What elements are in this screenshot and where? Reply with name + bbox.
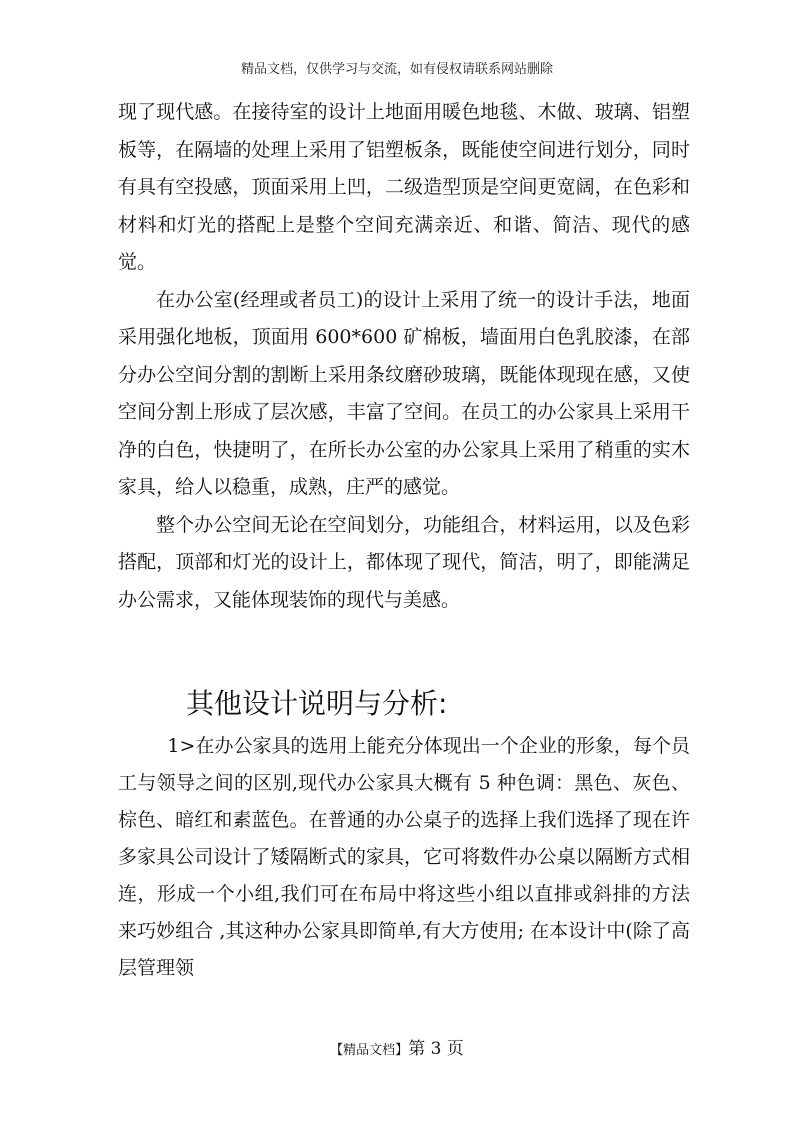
page-header-notice: 精品文档，仅供学习与交流，如有侵权请联系网站删除 bbox=[240, 62, 553, 77]
page-number: 第 3 页 bbox=[408, 1039, 464, 1059]
footer-tag: 【精品文档】 bbox=[330, 1043, 409, 1058]
paragraph-furniture-selection: 1>在办公家具的选用上能充分体现出一个企业的形象，每个员工与领导之间的区别,现代办公家具大概有 5 种色调：黑色、灰色、棕色、暗红和素蓝色。在普通的办公桌子的选择上我们选择了现在许多家具公司设计了矮隔断式的家具，它可将数件办公桌以隔断方式相连，形成一个小组,我们可在布局中将这些小组以直排或斜排的方法来巧妙组合 ,其这种办公家具即简单,有大方使用; 在本设计中(除了高层管理领 bbox=[118, 735, 690, 979]
paragraph-reception-design: 现了现代感。在接待室的设计上地面用暖色地毯、木做、玻璃、铝塑板等，在隔墙的处理上采用了铝塑板条，既能使空间进行划分，同时有具有空投感，顶面采用上凹，二级造型顶是空间更宽阔，在色彩和材料和灯光的搭配上是整个空间充满亲近、和谐、简洁、现代的感觉。 bbox=[118, 101, 690, 273]
section-heading: 其他设计说明与分析: bbox=[186, 687, 448, 720]
body-text bbox=[118, 94, 690, 619]
paragraph-office-design: 在办公室(经理或者员工)的设计上采用了统一的设计手法，地面采用强化地板，顶面用 600*600 矿棉板，墙面用白色乳胶漆，在部分办公空间分割的割断上采用条纹磨砂玻璃，既能体现现在感，又使空间分割上形成了层次感，丰富了空间。在员工的办公家具上采用干净的白色，快捷明了，在所长办公室的办公家具上采用了稍重的实木家具，给人以稳重，成熟，庄严的感觉。 bbox=[118, 288, 690, 498]
section-body bbox=[118, 728, 690, 987]
paragraph-overall-summary: 整个办公空间无论在空间划分，功能组合，材料运用，以及色彩搭配，顶部和灯光的设计上，都体现了现代，简洁，明了，即能满足办公需求，又能体现装饰的现代与美感。 bbox=[118, 513, 690, 611]
page-footer bbox=[0, 1034, 794, 1059]
